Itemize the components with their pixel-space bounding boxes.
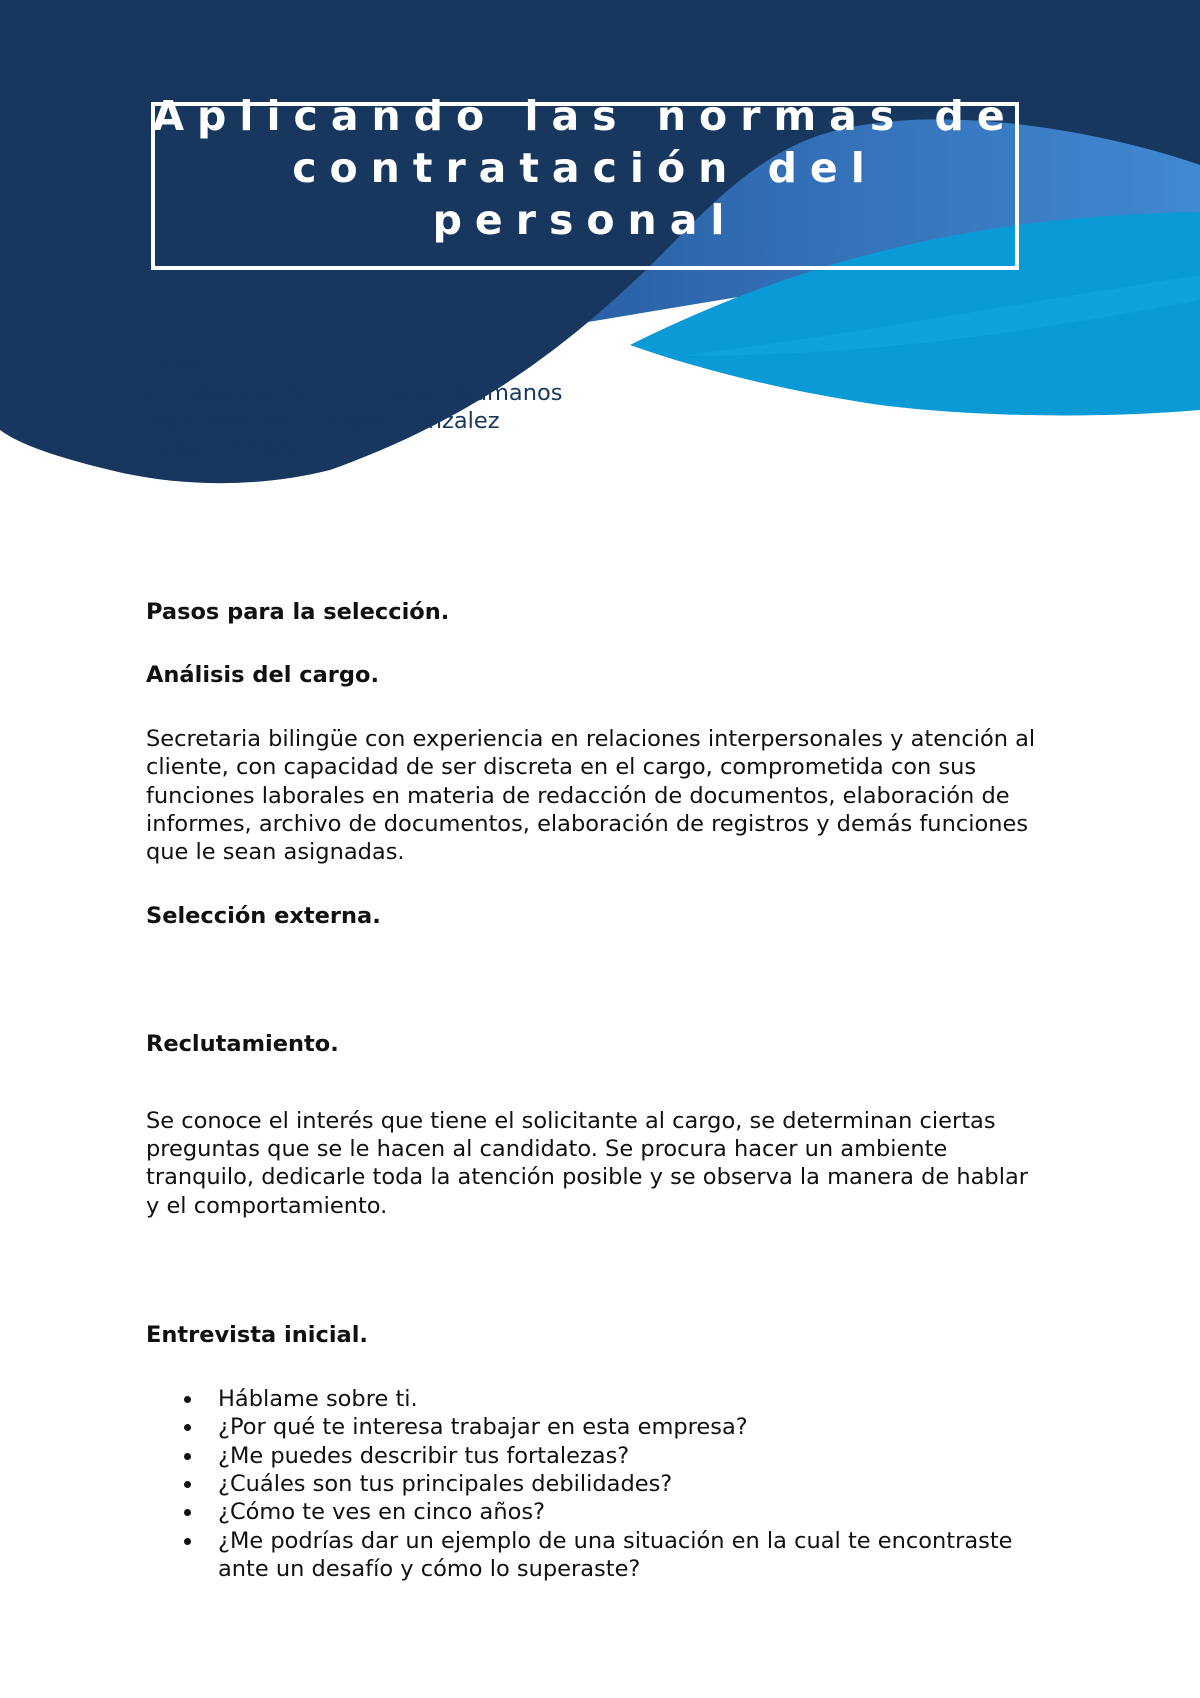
external-selection-heading: Selección externa. [146,902,381,929]
interview-question-list [146,1385,1046,1584]
institution-name: SENA [145,351,206,377]
document-body [146,598,1046,1584]
list-item: ¿Me podrías dar un ejemplo de una situación en la cual te encontraste ante un desafío y cómo lo superaste? [218,1527,1046,1584]
ficha-number: Ficha: 2509003 [145,436,318,463]
list-item: ¿Cuáles son tus principales debilidades? [218,1470,1046,1498]
recruitment-paragraph: Se conoce el interés que tiene el solicitante al cargo, se determinan ciertas preguntas que se le hacen al candidato. Se procura hacer un ambiente tranquilo, dedicarle toda la atención posible y se observa la manera de hablar y el comportamiento. [146,1107,1029,1219]
steps-heading: Pasos para la selección. [146,599,450,625]
cover-meta [145,350,562,464]
recruitment-heading: Reclutamiento. [146,1031,339,1058]
document-title: Aplicando las normas de contratación del personal [152,92,1018,244]
list-item: Háblame sobre ti. [218,1385,1046,1413]
interview-heading: Entrevista inicial. [146,1322,368,1349]
list-item: ¿Cómo te ves en cinco años? [218,1498,1046,1526]
list-item: ¿Me puedes describir tus fortalezas? [218,1442,1046,1470]
analysis-paragraph: Secretaria bilingüe con experiencia en relaciones interpersonales y atención al cliente, con capacidad de ser discreta en el cargo, comprometida con sus funciones laborales en materia de redacción de documentos, elaboración de informes, archivo de documentos, elaboración de registros y demás funciones que le sean asignadas. [146,725,1036,866]
analysis-heading: Análisis del cargo. [146,662,380,689]
author-name: Juan Francisco Vargas Gonzalez [145,408,500,434]
list-item: ¿Por qué te interesa trabajar en esta empresa? [218,1413,1046,1441]
program-name: Administración de recursos humanos [145,379,563,406]
